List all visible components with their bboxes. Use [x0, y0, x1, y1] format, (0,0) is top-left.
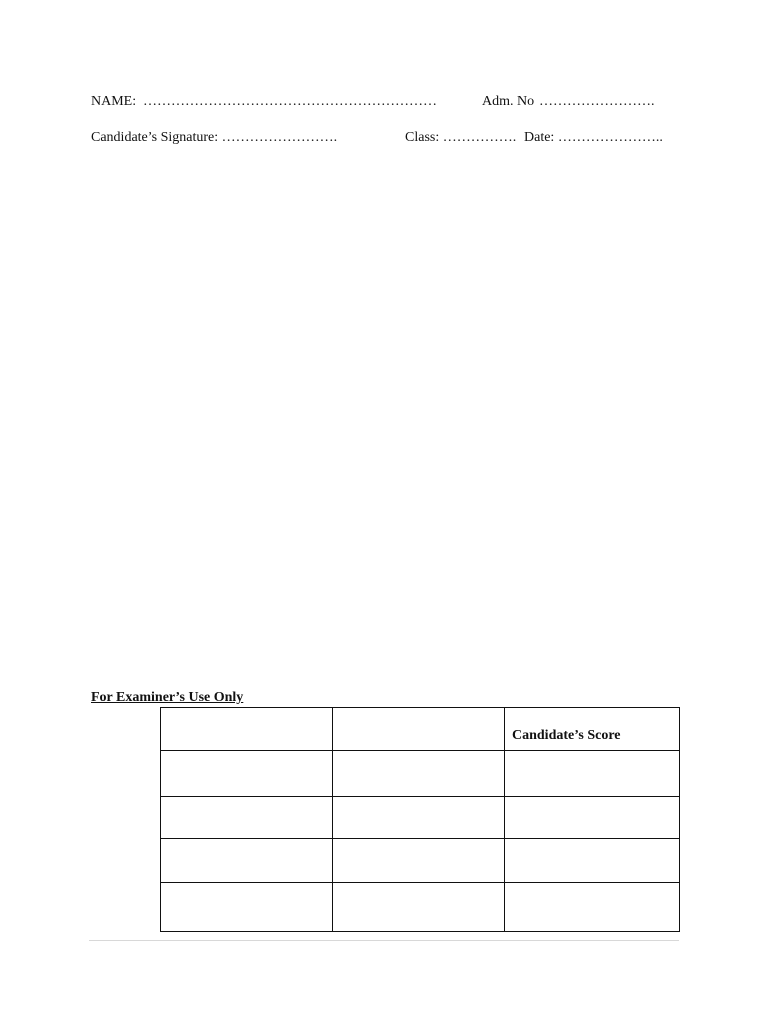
- signature-line: [91, 129, 691, 147]
- table-cell[interactable]: [333, 797, 505, 839]
- adm-no-fill-dots[interactable]: …………………….: [539, 94, 655, 109]
- table-cell[interactable]: [333, 839, 505, 883]
- name-fill-dots[interactable]: ………………………………………………………: [143, 94, 437, 109]
- table-cell[interactable]: [161, 797, 333, 839]
- cell-text: [505, 925, 679, 931]
- adm-no-label: Adm. No: [482, 94, 535, 109]
- cell-text: [333, 876, 504, 882]
- name-line: [91, 93, 691, 111]
- table-cell[interactable]: [161, 708, 333, 751]
- table-cell[interactable]: [505, 797, 680, 839]
- cell-text: [161, 832, 332, 838]
- table-cell[interactable]: [505, 839, 680, 883]
- table-cell[interactable]: [505, 751, 680, 797]
- footer-divider: [89, 940, 679, 941]
- table-cell[interactable]: [505, 883, 680, 932]
- cell-text: [333, 744, 504, 750]
- cell-text: [505, 832, 679, 838]
- signature-field[interactable]: Candidate’s Signature: …………………….: [91, 130, 338, 145]
- cell-text: [161, 876, 332, 882]
- cell-text: [505, 876, 679, 882]
- cell-text: [505, 790, 679, 796]
- cell-text: [161, 925, 332, 931]
- table-cell[interactable]: [161, 883, 333, 932]
- table-cell[interactable]: [333, 883, 505, 932]
- cell-text: [333, 790, 504, 796]
- table-cell[interactable]: [161, 839, 333, 883]
- cell-text: [333, 832, 504, 838]
- table-cell[interactable]: [333, 751, 505, 797]
- examiner-heading: For Examiner’s Use Only: [91, 690, 244, 705]
- table-cell[interactable]: [161, 751, 333, 797]
- table-row: [161, 751, 680, 797]
- table-cell-score-header: [505, 708, 680, 751]
- table-row: [161, 839, 680, 883]
- name-label: NAME:: [91, 94, 137, 109]
- class-field[interactable]: Class: …………….: [405, 130, 517, 145]
- candidate-score-header: Candidate’s Score: [512, 728, 621, 743]
- cell-text: [161, 790, 332, 796]
- examiner-score-table: [160, 707, 680, 932]
- date-field[interactable]: Date: …………………..: [524, 130, 663, 145]
- table-cell[interactable]: [333, 708, 505, 751]
- table-row: [161, 883, 680, 932]
- cell-text: [161, 744, 332, 750]
- cell-text: [333, 925, 504, 931]
- table-row: [161, 708, 680, 751]
- table-row: [161, 797, 680, 839]
